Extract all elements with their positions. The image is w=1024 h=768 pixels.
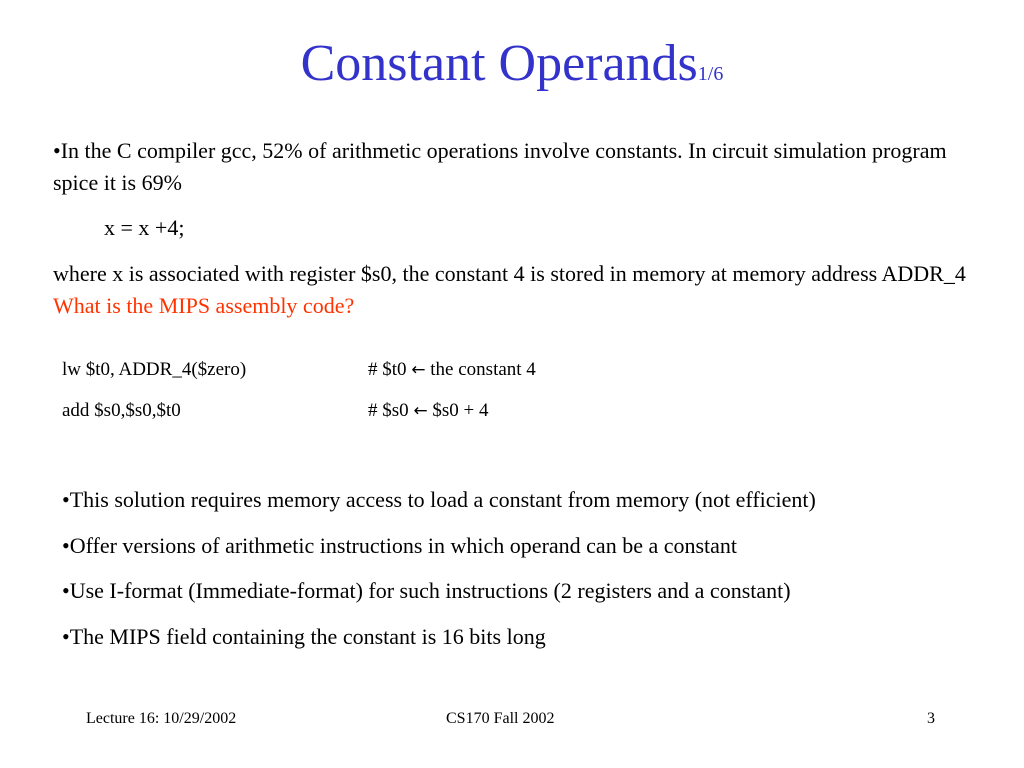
- asm-comment-2: [368, 399, 489, 423]
- bullet-item: •The MIPS field containing the constant is 16 bits long: [62, 624, 546, 649]
- asm-comment-2-rhs: $s0 + 4: [432, 400, 489, 421]
- asm-instruction-1: lw $t0, ADDR_4($zero): [62, 359, 247, 380]
- explanation-text: where x is associated with register $s0, the constant 4 is stored in memory at memory address ADDR_4: [53, 261, 966, 286]
- bullet-item: •This solution requires memory access to load a constant from memory (not efficient): [62, 487, 816, 512]
- asm-comment-1: [368, 358, 536, 382]
- slide-title-text: Constant Operands: [300, 35, 698, 92]
- question-text: What is the MIPS assembly code?: [53, 293, 355, 318]
- explanation-paragraph: [53, 258, 973, 322]
- code-expression: x = x +4;: [104, 215, 185, 240]
- asm-instruction-2: add $s0,$s0,$t0: [62, 400, 181, 421]
- intro-paragraph: •In the C compiler gcc, 52% of arithmetic operations involve constants. In circuit simulation program spice it is 69%: [53, 138, 947, 195]
- left-arrow-icon: ←: [411, 360, 426, 380]
- slide-title: [0, 34, 1024, 104]
- bullet-item: •Offer versions of arithmetic instructions in which operand can be a constant: [62, 533, 738, 558]
- footer-lecture-date: Lecture 16: 10/29/2002: [86, 710, 237, 727]
- footer-course: CS170 Fall 2002: [446, 710, 555, 727]
- asm-comment-1-rhs: the constant 4: [430, 359, 536, 380]
- slide-title-subscript: 1/6: [697, 63, 724, 85]
- asm-comment-1-lhs: # $t0: [368, 359, 407, 380]
- left-arrow-icon: ←: [413, 401, 428, 421]
- bullet-item: •Use I-format (Immediate-format) for such instructions (2 registers and a constant): [62, 578, 791, 603]
- asm-comment-2-lhs: # $s0: [368, 400, 409, 421]
- footer-page-number: 3: [927, 710, 935, 727]
